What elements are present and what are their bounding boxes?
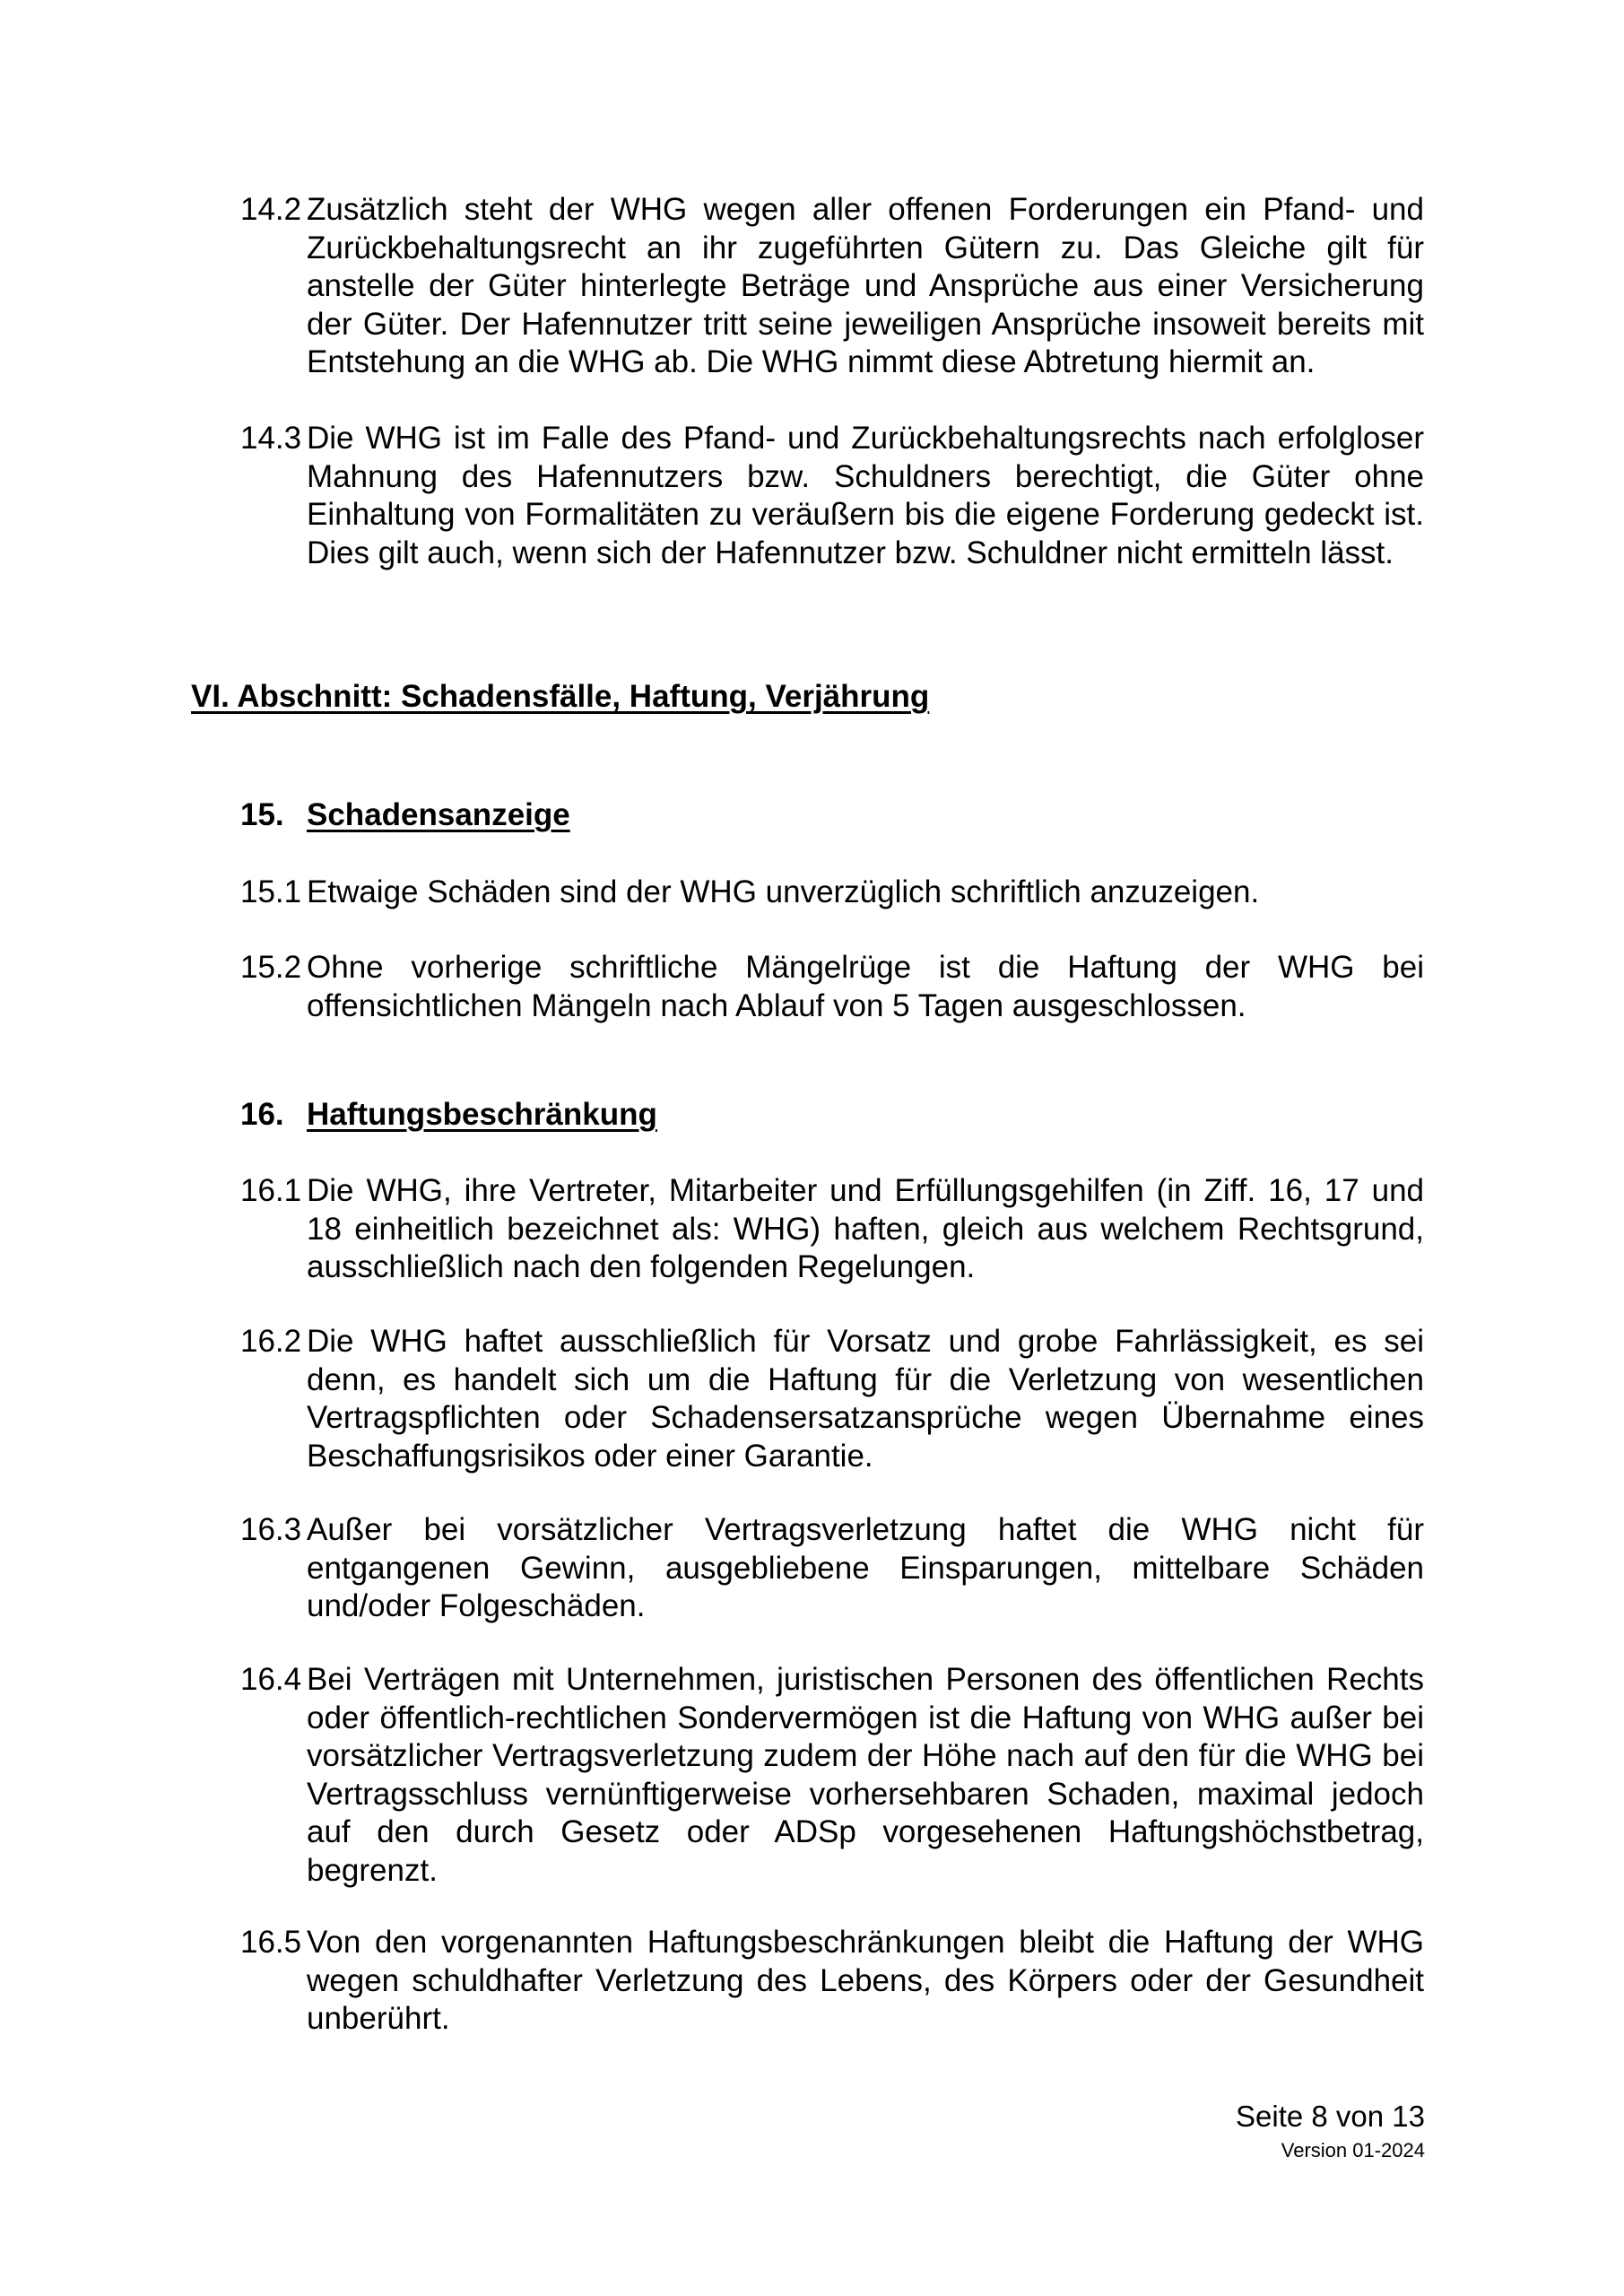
clause-number: 16.2 bbox=[240, 1324, 302, 1359]
clause-16-1 bbox=[240, 1172, 1424, 1287]
clause-15-2 bbox=[240, 949, 1424, 1025]
clause-text: Zusätzlich steht der WHG wegen aller offenen Forderungen ein Pfand- und Zurückbehaltungsrecht an ihr zugeführten Gütern zu. Das Gleiche gilt für anstelle der Güter hinterlegte Beträge und Ansprüche aus einer Versicherung der Güter. Der Hafennutzer tritt seine jeweiligen Ansprüche insoweit bereits mit Entstehung an die WHG ab. Die WHG nimmt diese Abtretung hiermit an. bbox=[307, 192, 1424, 379]
clause-number: 16.5 bbox=[240, 1925, 302, 1960]
clause-text: Bei Verträgen mit Unternehmen, juristischen Personen des öffentlichen Rechts oder öffentlich-rechtlichen Sondervermögen ist die Haftung von WHG außer bei vorsätzlicher Vertragsverletzung zudem der Höhe nach auf den für die WHG bei Vertragsschluss vernünftigerweise vorhersehbaren Schaden, maximal jedoch auf den durch Gesetz oder ADSp vorgesehenen Haftungshöchstbetrag, begrenzt. bbox=[307, 1662, 1424, 1888]
clause-number: 15.2 bbox=[240, 950, 302, 985]
clause-number: 14.2 bbox=[240, 192, 302, 227]
clause-text: Die WHG, ihre Vertreter, Mitarbeiter und Erfüllungsgehilfen (in Ziff. 16, 17 und 18 einheitlich bezeichnet als: WHG) haften, gleich aus welchem Rechtsgrund, ausschließlich nach den folgenden Regelungen. bbox=[307, 1173, 1424, 1284]
section-heading: VI. Abschnitt: Schadensfälle, Haftung, Verjährung bbox=[191, 679, 930, 714]
section-title: Haftungsbeschränkung bbox=[307, 1097, 657, 1132]
clause-14-2 bbox=[240, 191, 1424, 382]
clause-text: Die WHG haftet ausschließlich für Vorsatz und grobe Fahrlässigkeit, es sei denn, es handelt sich um die Haftung für die Verletzung von wesentlichen Vertragspflichten oder Schadensersatzansprüche wegen Übernahme eines Beschaffungsrisikos oder einer Garantie. bbox=[307, 1324, 1424, 1474]
clause-16-2 bbox=[240, 1323, 1424, 1475]
section-number: 15. bbox=[240, 797, 284, 832]
section-title: Schadensanzeige bbox=[307, 797, 570, 832]
clause-number: 15.1 bbox=[240, 874, 302, 909]
clause-16-4 bbox=[240, 1661, 1424, 1890]
clause-text: Ohne vorherige schriftliche Mängelrüge ist die Haftung der WHG bei offensichtlichen Mängeln nach Ablauf von 5 Tagen ausgeschlossen. bbox=[307, 950, 1424, 1023]
clause-text: Die WHG ist im Falle des Pfand- und Zurückbehaltungsrechts nach erfolgloser Mahnung des Hafennutzers bzw. Schuldners berechtigt, die Güter ohne Einhaltung von Formalitäten zu veräußern bis die eigene Forderung gedeckt ist. Dies gilt auch, wenn sich der Hafennutzer bzw. Schuldner nicht ermitteln lässt. bbox=[307, 421, 1424, 570]
clause-16-3 bbox=[240, 1511, 1424, 1626]
section-16-heading bbox=[240, 1096, 657, 1134]
page-number: Seite 8 von 13 bbox=[1236, 2100, 1425, 2133]
clause-text: Etwaige Schäden sind der WHG unverzüglich schriftlich anzuzeigen. bbox=[307, 874, 1260, 909]
clause-15-1 bbox=[240, 874, 1424, 912]
clause-number: 16.1 bbox=[240, 1173, 302, 1208]
clause-number: 16.3 bbox=[240, 1512, 302, 1547]
clause-text: Von den vorgenannten Haftungsbeschränkungen bleibt die Haftung der WHG wegen schuldhafter Verletzung des Lebens, des Körpers oder der Gesundheit unberührt. bbox=[307, 1925, 1424, 2036]
clause-16-5 bbox=[240, 1924, 1424, 2039]
clause-number: 14.3 bbox=[240, 421, 302, 456]
clause-14-3 bbox=[240, 420, 1424, 572]
section-15-heading bbox=[240, 796, 570, 834]
section-number: 16. bbox=[240, 1097, 284, 1132]
clause-number: 16.4 bbox=[240, 1662, 302, 1697]
clause-text: Außer bei vorsätzlicher Vertragsverletzung haftet die WHG nicht für entgangenen Gewinn, ausgebliebene Einsparungen, mittelbare Schäden und/oder Folgeschäden. bbox=[307, 1512, 1424, 1623]
version-label: Version 01-2024 bbox=[1281, 2139, 1425, 2161]
